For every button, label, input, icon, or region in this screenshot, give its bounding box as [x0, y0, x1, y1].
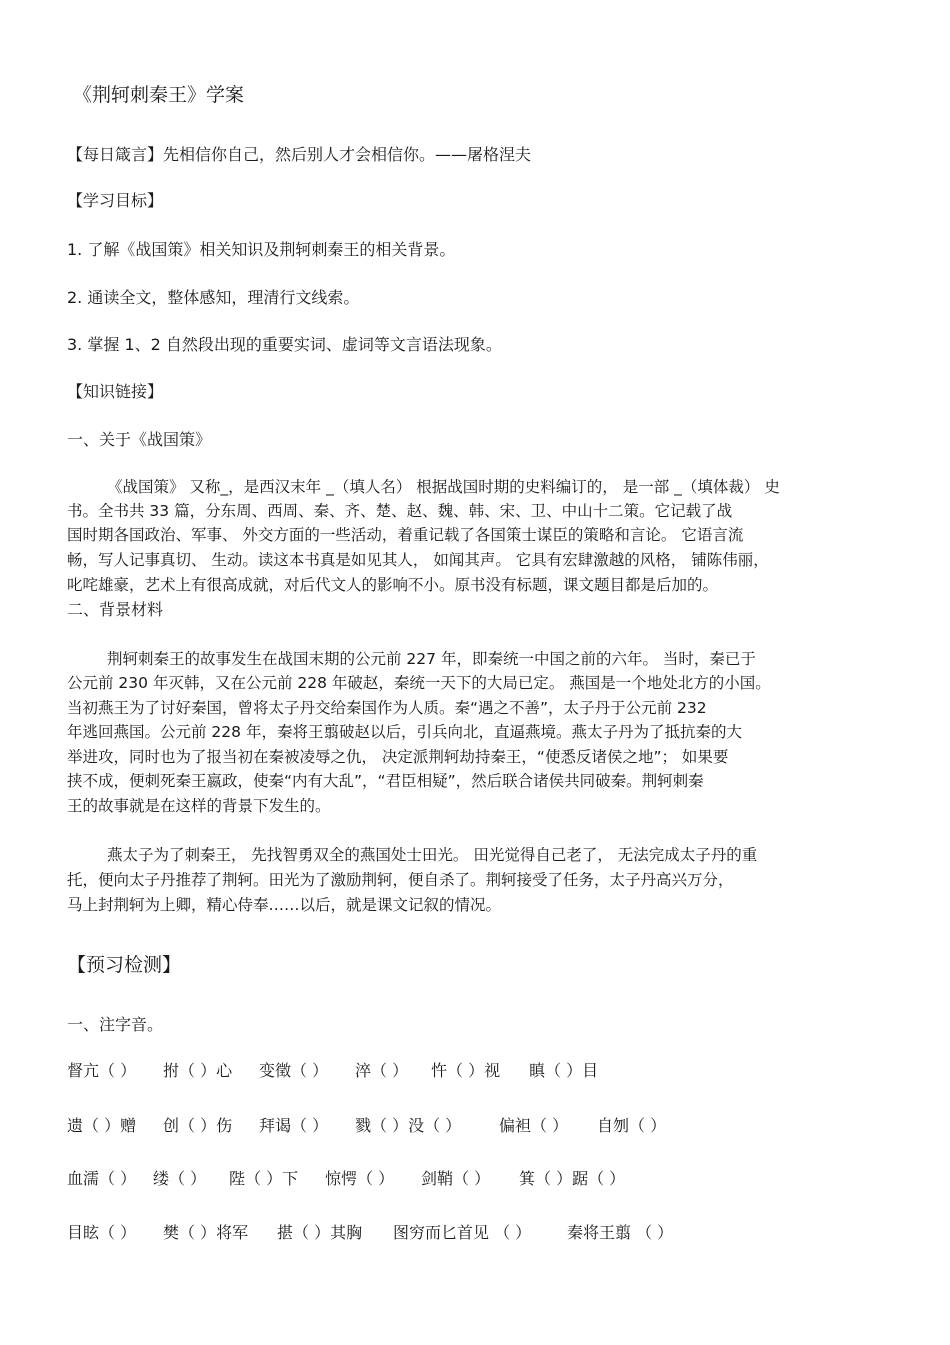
pinyin-item: 偏袒（ ） [499, 1116, 569, 1135]
paragraph-line: 年逃回燕国。公元前 228 年，秦将王翦破赵以后，引兵向北，直逼燕境。燕太子丹为了抵抗秦的大 [67, 723, 742, 741]
paragraph-line: 当初燕王为了讨好秦国，曾将太子丹交给秦国作为人质。秦“遇之不善”，太子丹于公元前 232 [67, 699, 707, 717]
pinyin-item: 樊（ ）将军 [163, 1223, 249, 1242]
paragraph-line: 畅，写人记事真切、 生动。读这本书真是如见其人， 如闻其声。 它具有宏肆激越的风格， 铺陈伟丽， [67, 551, 769, 569]
preview-heading: 【预习检测】 [67, 954, 182, 976]
goal-item: 2. 通读全文，整体感知，理清行文线索。 [67, 288, 360, 307]
knowledge-heading: 【知识链接】 [67, 382, 164, 401]
pinyin-item: 缕（ ） [153, 1169, 207, 1188]
pinyin-item: 秦将王翦 （ ） [567, 1223, 674, 1242]
paragraph-line: 书。全书共 33 篇，分东周、西周、秦、齐、楚、赵、魏、韩、宋、卫、中山十二策。它记载了战 [67, 502, 733, 520]
paragraph-line: 王的故事就是在这样的背景下发生的。 [67, 797, 331, 815]
pinyin-item: 督亢（ ） [67, 1061, 137, 1080]
paragraph-line: 《战国策》 又称_，是西汉末年 _（填人名） 根据战国时期的史料编订的， 是一部 _（填体裁） 史 [107, 478, 780, 496]
pinyin-row [67, 1220, 883, 1246]
pinyin-item: 遗（ ）赠 [67, 1116, 137, 1135]
pinyin-item: 箕（ ）踞（ ） [519, 1169, 626, 1188]
pinyin-item: 拊（ ）心 [163, 1061, 233, 1080]
paragraph-line: 燕太子为了刺秦王， 先找智勇双全的燕国处士田光。 田光觉得自己老了， 无法完成太子丹的重 [107, 846, 758, 864]
goal-item: 1. 了解《战国策》相关知识及荆轲刺秦王的相关背景。 [67, 240, 456, 259]
pinyin-item: 淬（ ） [355, 1061, 409, 1080]
pinyin-row [67, 1166, 883, 1192]
pinyin-item: 目眩（ ） [67, 1223, 137, 1242]
goal-item: 3. 掌握 1、2 自然段出现的重要实词、虚词等文言语法现象。 [67, 335, 502, 354]
pinyin-item: 剑鞘（ ） [421, 1169, 491, 1188]
paragraph-line: 国时期各国政治、军事、 外交方面的一些活动，着重记载了各国策士谋臣的策略和言论。 它语言流 [67, 526, 744, 544]
pinyin-heading: 一、注字音。 [67, 1015, 164, 1034]
paragraph-line: 挟不成，便刺死秦王嬴政，使秦“内有大乱”，“君臣相疑”，然后联合诸侯共同破秦。荆轲刺秦 [67, 772, 704, 790]
section2-heading: 二、背景材料 [67, 600, 164, 619]
paragraph-line: 托，便向太子丹推荐了荆轲。田光为了激励荆轲，便自杀了。荆轲接受了任务，太子丹高兴万分， [67, 871, 734, 889]
pinyin-item: 血濡（ ） [67, 1169, 137, 1188]
pinyin-item: 变徵（ ） [259, 1061, 329, 1080]
pinyin-item: 揕（ ）其胸 [277, 1223, 363, 1242]
pinyin-item: 惊愕（ ） [325, 1169, 395, 1188]
pinyin-item: 拜谒（ ） [259, 1116, 329, 1135]
pinyin-item: 陛（ ）下 [229, 1169, 299, 1188]
paragraph-line: 叱咤雄豪，艺术上有很高成就，对后代文人的影响不小。原书没有标题，课文题目都是后加的。 [67, 576, 719, 594]
pinyin-row [67, 1058, 883, 1084]
pinyin-item: 忤（ ）视 [431, 1061, 501, 1080]
paragraph-line: 公元前 230 年灭韩，又在公元前 228 年破赵，秦统一天下的大局已定。 燕国是一个地处北方的小国。 [67, 674, 771, 692]
pinyin-row [67, 1113, 883, 1139]
pinyin-item: 图穷而匕首见 （ ） [393, 1223, 532, 1242]
pinyin-item: 戮（ ）没（ ） [355, 1116, 462, 1135]
pinyin-item: 创（ ）伤 [163, 1116, 233, 1135]
pinyin-item: 自刎（ ） [597, 1116, 667, 1135]
paragraph-line: 荆轲刺秦王的故事发生在战国末期的公元前 227 年，即秦统一中国之前的六年。 当时，秦已于 [107, 650, 756, 668]
document-title: 《荆轲刺秦王》学案 [73, 84, 245, 106]
paragraph-line: 举进攻，同时也为了报当初在秦被凌辱之仇， 决定派荆轲劫持秦王，“使悉反诸侯之地”； 如果要 [67, 748, 729, 766]
motto: 【每日箴言】先相信你自己，然后别人才会相信你。——屠格涅夫 [67, 145, 532, 164]
goals-heading: 【学习目标】 [67, 191, 164, 210]
pinyin-item: 瞋（ ）目 [529, 1061, 599, 1080]
section1-heading: 一、关于《战国策》 [67, 430, 212, 449]
paragraph-line: 马上封荆轲为上卿，精心侍奉……以后，就是课文记叙的情况。 [67, 896, 502, 914]
